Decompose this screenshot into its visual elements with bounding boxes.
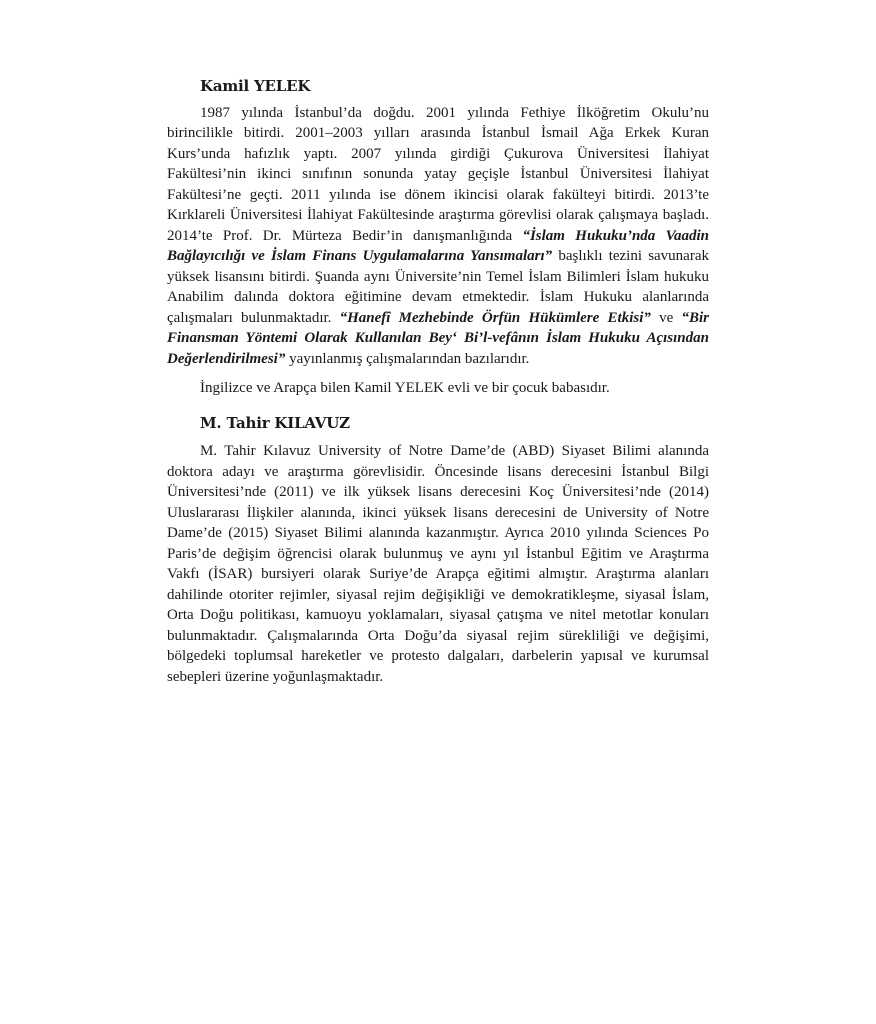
thesis-title: “İslam Hukuku’nda Vaadin Bağlayıcılığı ve İslam Finans Uygulamalarına Yansımaları” (167, 227, 709, 264)
author-bio-kamil-yelek (167, 103, 709, 370)
author-name-kamil-yelek: Kamil YELEK (200, 77, 311, 95)
author-bio-tahir-kilavuz: M. Tahir Kılavuz University of Notre Dame’de (ABD) Siyaset Bilimi alanında doktora adayı ve araştırma görevlisidir. Öncesinde lisans derecesini İstanbul Bilgi Üniversitesi’nde (2011) ve ilk yüksek lisans derecesini Koç Üniversitesi’nde (2014) Uluslararası İlişkiler alanında, ikinci yüksek lisans derecesini de University of Notre Dame’de (2015) Siyaset Bilimi alanında kazanmıştır. Ayrıca 2010 yılında Sciences Po Paris’de değişim öğrencisi olarak bulunmuş ve aynı yıl İstanbul Eğitim ve Araştırma Vakfı (İSAR) bursiyeri olarak Suriye’de Arapça eğitimi almıştır. Araştırma alanları dahilinde otoriter rejimler, siyasal rejim değişikliği ve demokratikleşme, siyasal İslam, Orta Doğu politikası, kamuoyu yoklamaları, siyasal çatışma ve nitel metotlar konuları bulunmaktadır. Çalışmalarında Orta Doğu’da siyasal rejim sürekliliği ve değişimi, bölgedeki toplumsal hareketler ve protesto dalgaları, darbelerin yapısal ve kurumsal sebepleri üzerine yoğunlaşmaktadır. (167, 443, 709, 685)
author-bios-page (167, 76, 709, 687)
work-title: “Bir Finansman Yöntemi Olarak Kullanılan Bey‘ Bi’l-vefânın İslam Hukuku Açısından Değerlendirilmesi” (167, 309, 709, 367)
author-extra-kamil-yelek: İngilizce ve Arapça bilen Kamil YELEK evli ve bir çocuk babasıdır. (200, 380, 610, 396)
bio-text: yayınlanmış çalışmalarından bazılarıdır. (285, 350, 530, 367)
author-name-tahir-kilavuz: M. Tahir KILAVUZ (200, 413, 350, 432)
bio-text: başlıklı tezini savunarak yüksek lisansını bitirdi. Şuanda aynı Üniversite’nin Temel İslam Bilimleri İslam hukuku Anabilim dalında doktora eğitimine devam etmektedir. İslam Hukuku alanlarında çalışmaları bulunmaktadır. (167, 248, 709, 326)
bio-text: ve (650, 309, 682, 326)
bio-text: 1987 yılında İstanbul’da doğdu. 2001 yılında Fethiye İlköğretim Okulu’nu birincilikle bitirdi. 2001–2003 yılları arasında İstanbul İsmail Ağa Erkek Kuran Kurs’unda hafızlık yaptı. 2007 yılında girdiği Çukurova Üniversitesi İlahiyat Fakültesi’nin ikinci sınıfının sonunda yatay geçişle İstanbul Üniversitesi İlahiyat Fakültesi’ne geçti. 2011 yılında ise dönem ikincisi olarak fakülteyi bitirdi. 2013’te Kırklareli Üniversitesi İlahiyat Fakültesinde araştırma görevlisi olarak çalışmaya başladı. 2014’te Prof. Dr. Mürteza Bedir’in danışmanlığında (167, 104, 709, 244)
work-title: “Hanefî Mezhebinde Örfün Hükümlere Etkisi” (339, 309, 651, 326)
